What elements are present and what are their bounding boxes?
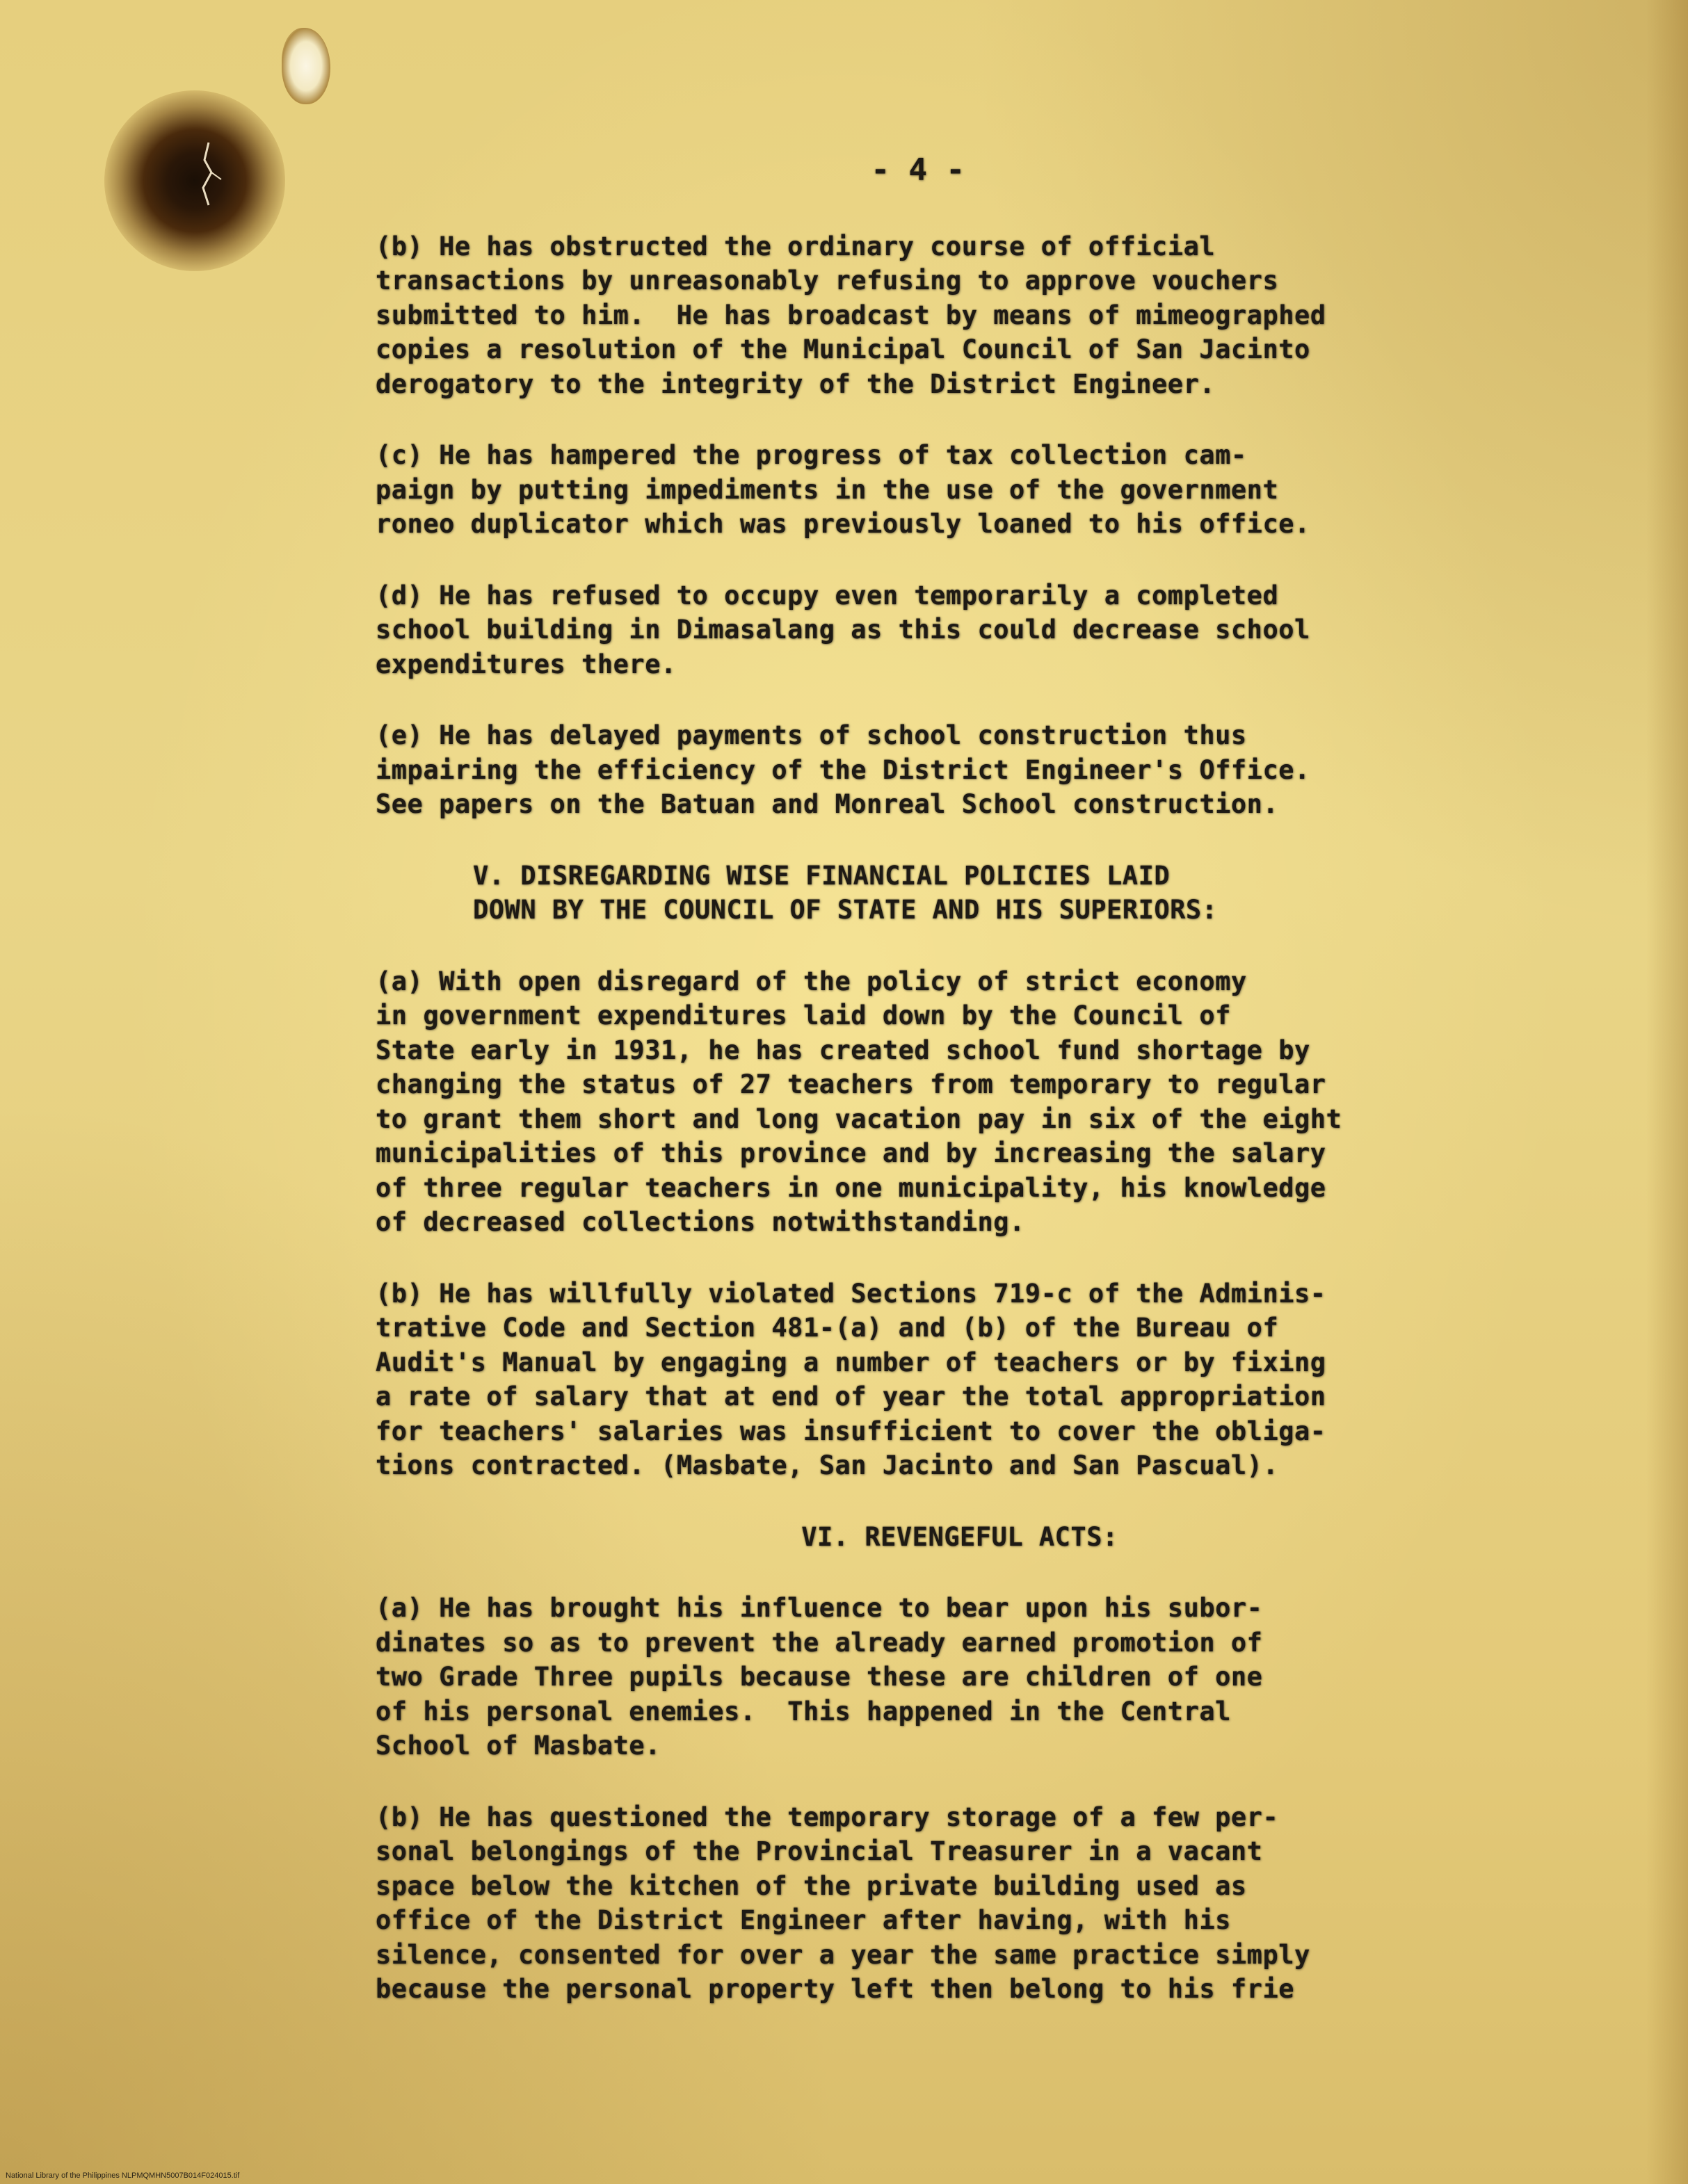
text-line: derogatory to the integrity of the District Engineer. (376, 369, 1216, 399)
text-line: dinates so as to prevent the already earned promotion of (376, 1627, 1263, 1658)
section-heading (473, 859, 1461, 928)
page-number: - 4 - (871, 152, 965, 188)
text-line: trative Code and Section 481-(a) and (b) of the Bureau of (376, 1313, 1279, 1343)
typed-text-body (376, 153, 1461, 2044)
paragraph (376, 229, 1461, 402)
text-line: School of Masbate. (376, 1731, 661, 1761)
text-line: in government expenditures laid down by the Council of (376, 1001, 1231, 1030)
archive-footer: National Library of the Philippines NLPMQMHN5007B014F024015.tif (6, 2171, 240, 2180)
text-line: office of the District Engineer after having, with his (376, 1905, 1231, 1935)
section-heading (376, 1520, 1461, 1555)
text-line: of decreased collections notwithstanding. (376, 1207, 1025, 1237)
text-line: (e) He has delayed payments of school construction thus (376, 720, 1247, 750)
text-line: expenditures there. (376, 649, 677, 679)
text-line: silence, consented for over a year the same practice simply (376, 1939, 1310, 1970)
paragraph (376, 1800, 1461, 2007)
text-line: space below the kitchen of the private building used as (376, 1870, 1247, 1901)
document-sections (376, 229, 1461, 2007)
paragraph (376, 579, 1461, 682)
text-line: submitted to him. He has broadcast by means of mimeographed (376, 300, 1326, 330)
paper-edge-shade (1646, 0, 1688, 2184)
text-line: of three regular teachers in one municipality, his knowledge (376, 1172, 1326, 1203)
text-line: sonal belongings of the Provincial Treasurer in a vacant (376, 1836, 1263, 1866)
paragraph (376, 718, 1461, 822)
text-line: VI. REVENGEFUL ACTS: (801, 1521, 1118, 1552)
text-line: (b) He has questioned the temporary storage of a few per- (376, 1802, 1279, 1832)
text-line: because the personal property left then belong to his frie (376, 1974, 1295, 2004)
text-line: of his personal enemies. This happened in the Central (376, 1696, 1231, 1726)
paragraph (376, 1277, 1461, 1483)
paper-hole (282, 28, 330, 104)
paragraph (376, 964, 1461, 1240)
text-line: paign by putting impediments in the use of the government (376, 474, 1279, 505)
burn-crack (188, 139, 230, 209)
text-line: municipalities of this province and by increasing the salary (376, 1138, 1326, 1168)
text-line: impairing the efficiency of the District Engineer's Office. (376, 754, 1310, 785)
text-line: (a) With open disregard of the policy of strict economy (376, 966, 1247, 996)
text-line: (b) He has willfully violated Sections 719-c of the Adminis- (376, 1278, 1326, 1309)
text-line: (d) He has refused to occupy even temporarily a completed (376, 580, 1279, 610)
paragraph (376, 438, 1461, 542)
text-line: to grant them short and long vacation pay in six of the eight (376, 1103, 1342, 1134)
text-line: State early in 1931, he has created school fund shortage by (376, 1035, 1310, 1065)
text-line: tions contracted. (Masbate, San Jacinto and San Pascual). (376, 1450, 1279, 1480)
text-line: for teachers' salaries was insufficient to cover the obliga- (376, 1416, 1326, 1446)
text-line: two Grade Three pupils because these are children of one (376, 1662, 1263, 1692)
text-line: See papers on the Batuan and Monreal School construction. (376, 789, 1279, 819)
text-line: roneo duplicator which was previously loaned to his office. (376, 509, 1310, 539)
text-line: a rate of salary that at end of year the total appropriation (376, 1382, 1326, 1411)
text-line: V. DISREGARDING WISE FINANCIAL POLICIES LAID (473, 860, 1171, 891)
text-line: DOWN BY THE COUNCIL OF STATE AND HIS SUPERIORS: (473, 895, 1218, 925)
paragraph (376, 1591, 1461, 1763)
text-line: Audit's Manual by engaging a number of teachers or by fixing (376, 1347, 1326, 1377)
text-line: (b) He has obstructed the ordinary course of official (376, 231, 1216, 261)
text-line: (a) He has brought his influence to bear upon his subor- (376, 1593, 1263, 1623)
text-line: transactions by unreasonably refusing to approve vouchers (376, 266, 1279, 296)
text-line: changing the status of 27 teachers from temporary to regular (376, 1069, 1326, 1099)
text-line: (c) He has hampered the progress of tax collection cam- (376, 440, 1247, 470)
text-line: school building in Dimasalang as this could decrease school (376, 615, 1310, 645)
text-line: copies a resolution of the Municipal Council of San Jacinto (376, 334, 1310, 364)
